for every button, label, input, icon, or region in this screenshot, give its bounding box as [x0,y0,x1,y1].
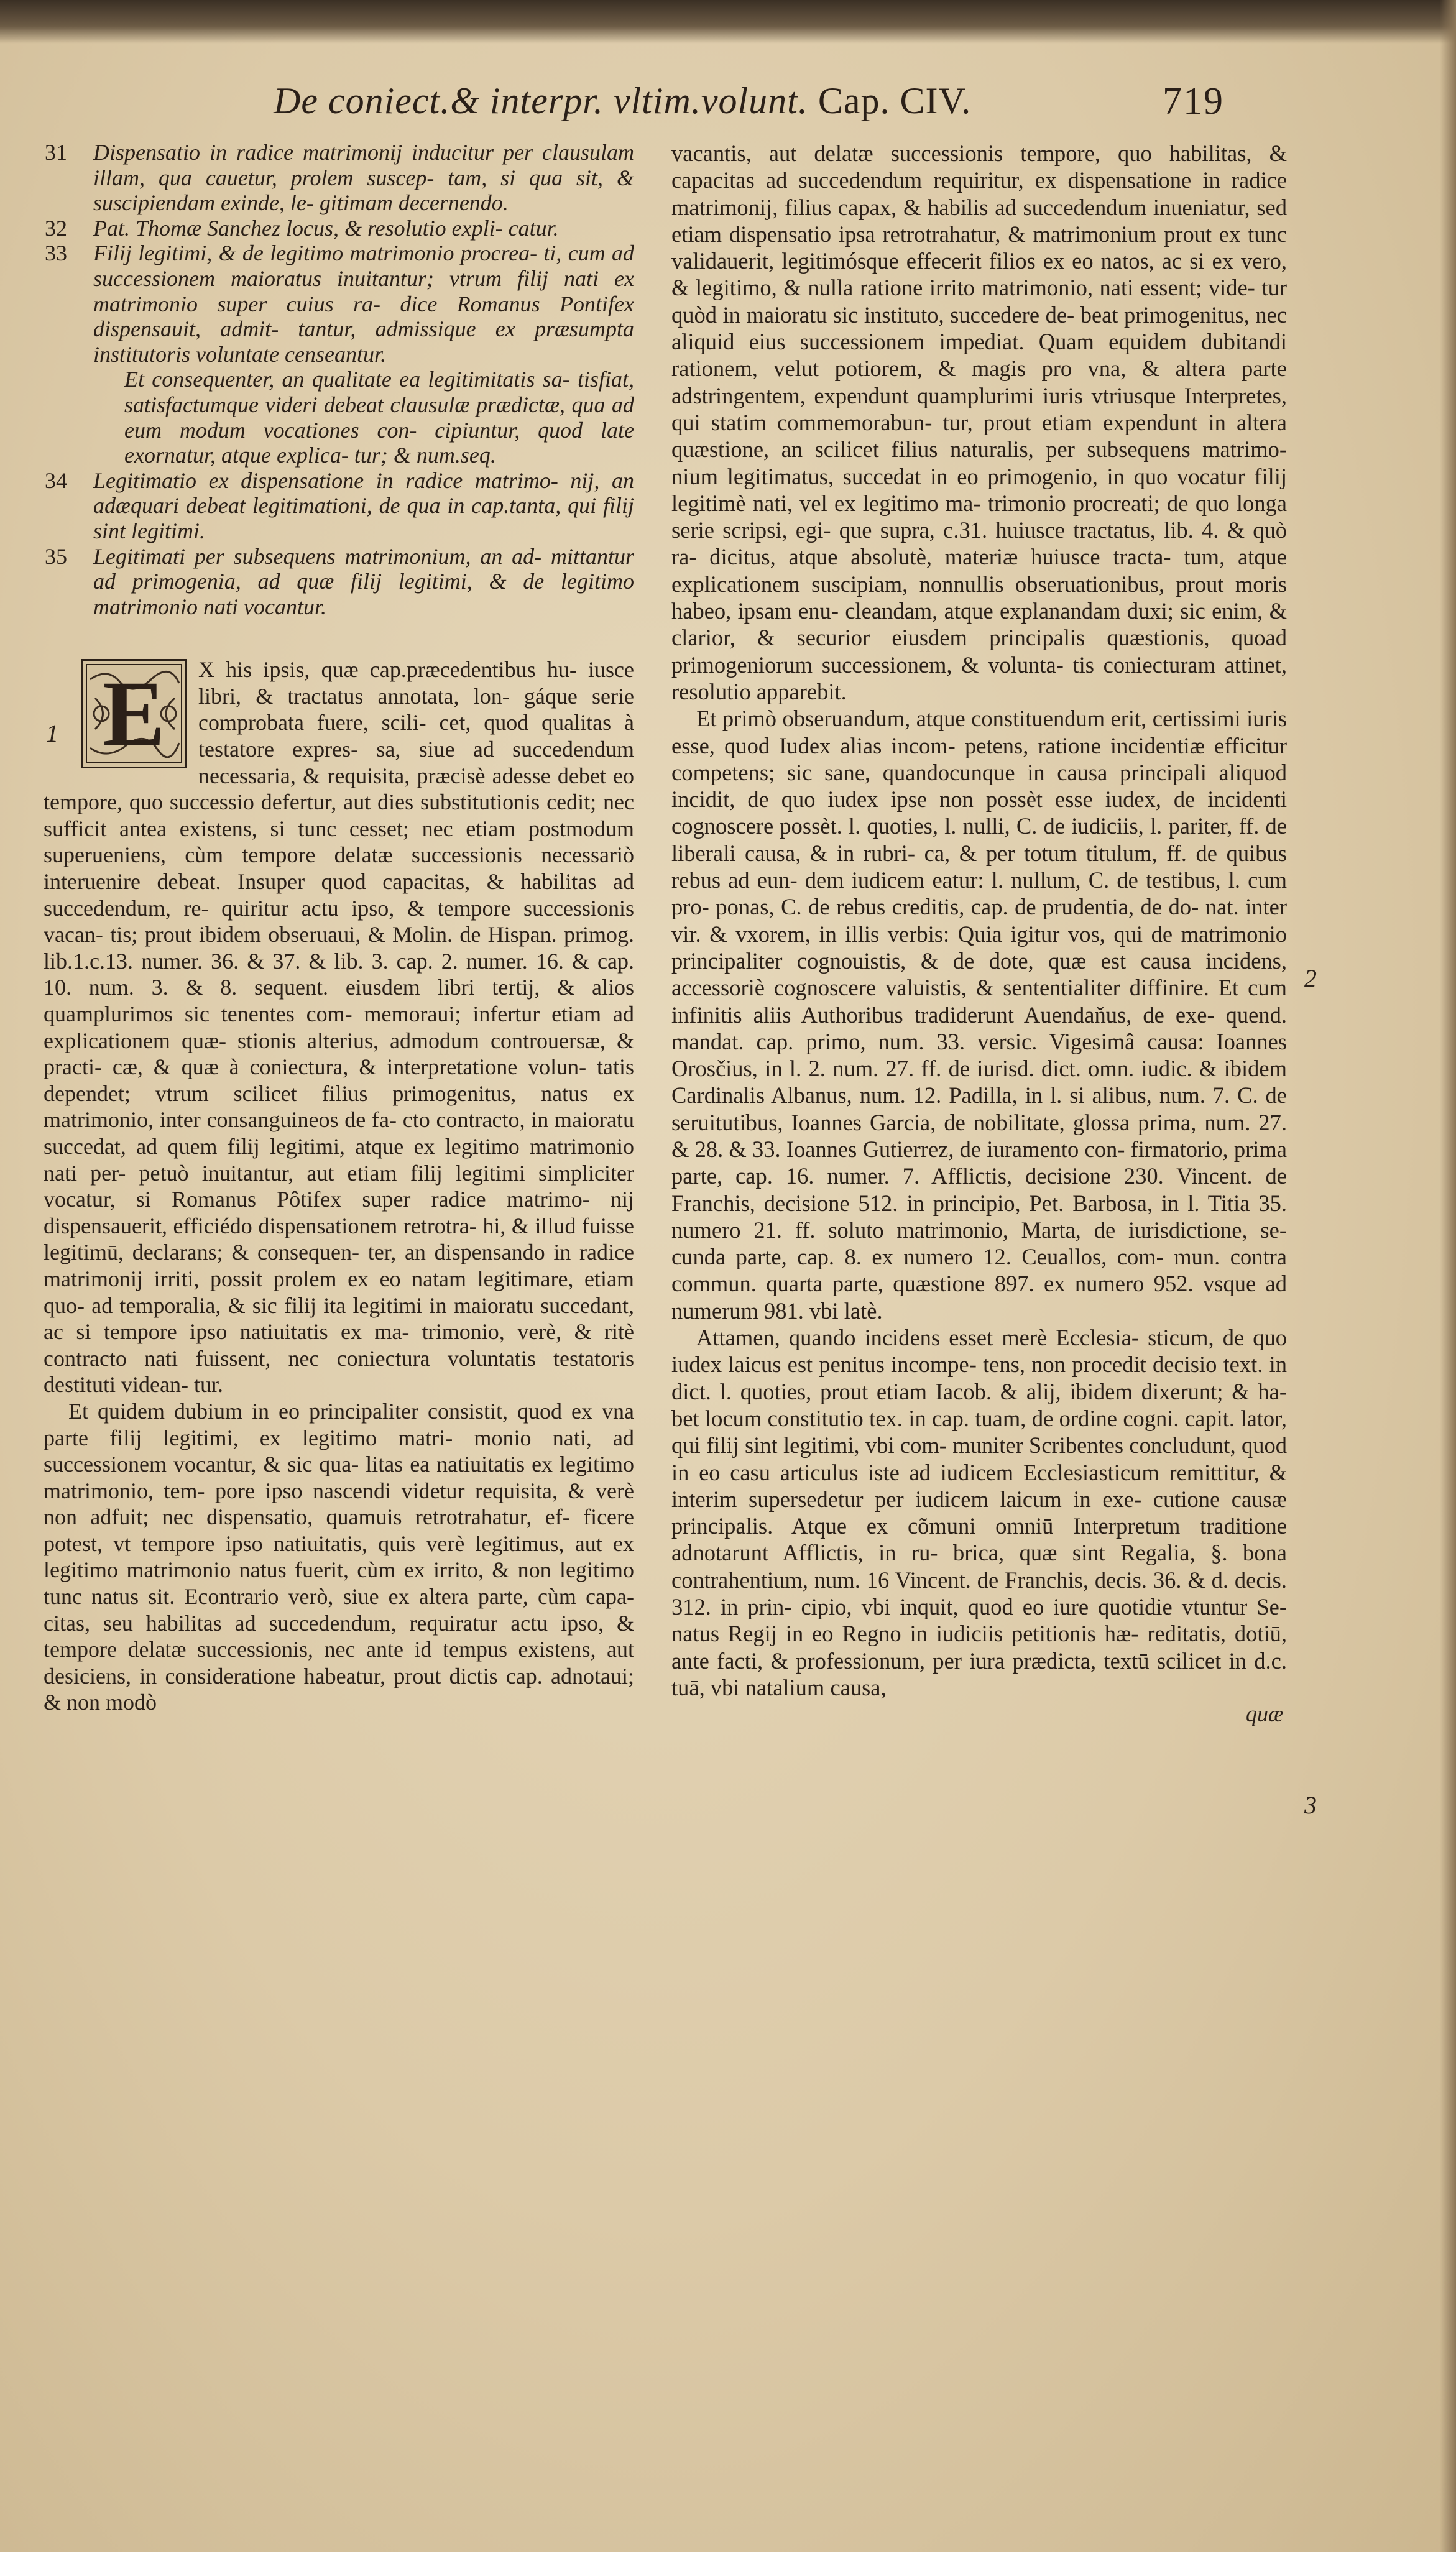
margin-number-3: 3 [1304,1791,1317,1819]
summary-item [44,367,634,468]
section-2 [671,705,1287,1324]
margin-number-2: 2 [1304,964,1317,992]
summary-number: 33 [45,241,67,266]
body-paragraph: Attamen, quando incidens esset merè Ecclesia- sticum, de quo iudex laicus est penitus incompe- tens, non procedit decisio text. in dict. l. quoties, prout etiam Iacob. & alij, ibidem dixerunt; & ha- bet locum constitutio tex. in cap. tuam, de ordine cogni. capit. lator, qui filij sint legitimi, vbi com- muniter Scribentes concludunt, quod in eo casu articulus iste ad iudicem Ecclesiasticum remittitur, & interim supersedetur per iudicem laicum in exe- cutione causæ principalis. Atque ex cõmuni omniū Interpretum traditione adnotarunt Afflictis, in ru- brica, quæ sint Regalia, §. bona contrahentium, num. 16 Vincent. de Franchis, decis. 36. & d. decis. 312. in prin- cipio, vbi inquit, quod eo iure quotidie vtuntur Se- natus Regij in eo Regno in iudiciis petitionis hæ- reditatis, dotiū, ante facti, & professionum, per iura prædicta, textū scilicet in d.c. tuā, vbi natalium causa, [671,1325,1287,1700]
page-number: 719 [1163,80,1224,122]
summary-number: 35 [45,543,67,569]
page-header [274,80,1256,136]
dropcap-letter: E [103,662,165,766]
summary-text: Dispensatio in radice matrimonij inducitur per clausulam illam, qua cauetur, prolem suscep- tam, si qua sit, & suscipiendam exinde, le- gitimam decernendo. [93,140,634,216]
summary-number: 32 [45,215,67,241]
left-column [44,140,634,2515]
decorated-initial [81,659,187,768]
catchword: quæ [1245,1702,1283,1727]
summary-number: 34 [45,468,67,493]
running-head-title: De coniect.& interpr. vltim.volunt. [274,80,808,121]
chapter-label: Cap. CIV. [818,80,972,121]
summary-text: Pat. Thomæ Sanchez locus, & resolutio expli- catur. [93,215,559,241]
summary-item [44,216,634,241]
summary-text: Legitimatio ex dispensatione in radice matrimo- nij, an adæquari debeat legitimationi, de qua in cap.tanta, qui filij sint legitimi. [93,468,634,543]
summary-item [44,140,634,216]
body-paragraph: Et primò obseruandum, atque constituendum erit, certissimi iuris esse, quod Iudex alias incom- petens, ratione incidentiæ efficitur competens; sic sane, quandocunque in causa principali aliquod incidit, de quo iudex ipse non possèt esse iudex, de incidenti cognoscere possèt. l. quoties, l. nulli, C. de iudiciis, l. pariter, ff. de liberali causa, & in rubri- ca, & per totum titulum, ff. de quibus rebus ad eun- dem iudicem eatur: l. nullum, C. de testibus, l. cum pro- ponas, C. de rebus creditis, cap. de prudentia, de do- nat. inter vir. & vxorem, in illis verbis: Quia igitur vos, qui de matrimonio principaliter cognouistis, & de dote, quæ est causa incidens, accessoriè cognoscere valuistis, & sententialiter diffinire. Et cum infinitis aliis Authoribus tradiderunt Auendaňus, de exe- quend. mandat. cap. primo, num. 33. versic. Vigesimâ causa: Ioannes Orosčius, in l. 2. num. 27. ff. de iurisd. dict. omn. iudic. & ibidem Cardinalis Albanus, num. 12. Padilla, in l. si alibus, num. 7. C. de seruitutibus, Ioannes Garcia, de nobilitate, glossa prima, num. 27. & 28. & 33. Ioannes Gutierrez, de iuramento con- firmatorio, prima parte, cap. 16. numer. 7. Afflictis, decisione 230. Vincent. de Franchis, decisione 512. in principio, Pet. Barbosa, in l. Titia 35. numero 21. ff. soluto matrimonio, Marta, de iurisdictione, se- cunda parte, cap. 8. ex numero 12. Ceuallos, com- mun. contra commun. quarta parte, quæstione 897. ex numero 952. vsque ad numerum 981. vbi latè. [671,706,1287,1324]
body-paragraph: vacantis, aut delatæ successionis tempore, quo habilitas, & capacitas ad succedendum requiritur, ex dispensatione in radice matrimonij, filius capax, & habilis ad succedendum inueniatur, sed etiam dispensatio ipsa retrotrahatur, & matrimonium prout ex tunc validauerit, legitimósque effecerit filios ex eo natos, ac si ex vero, & legitimo, & nulla ratione irrito matrimonio, nati essent; vide- tur quòd in maioratu sic instituto, succedere de- beat primogenitus, nec aliquid eius successionem impediat. Quam equidem dubitandi rationem, velut potiorem, & magis pro vna, & altera parte adstringentem, expendunt quamplurimi iuris vtriusque Interpretes, qui statim commemorabun- tur, prout etiam expendunt in altera quæstione, an scilicet filius naturalis, per subsequens matrimo- nium legitimatus, succedat in eo primogenio, in quo vocatur filij legitimè nati, vel ex legitimo ma- trimonio procreati; de quo longa serie scripsi, egi- que supra, c.31. huiusce tractatus, lib. 4. & quò ra- dicitus, atque absolutè, materiæ huiusce tracta- tum, atque explicationem suscipiam, nonnullis obseruationibus, prout moris habeo, ipsam enu- cleandam, atque explanandam duxi; sic enim, & clarior, & securior eiusdem principalis quæstionis, quoad primogeniorum successionem, & volunta- tis coniecturam attinet, resolutio apparebit. [671,140,1287,704]
binding-edge [1440,0,1456,2552]
body-paragraph: X his ipsis, quæ cap.præcedentibus hu- iusce libri, & tractatus annotata, lon- gáque serie comprobata fuere, scili- cet, quod qualitas à testatore expres- sa, siue ad succedendum necessaria, & requisita, præcisè adesse debet eo tempore, quo successio defertur, aut dies substitutionis cedit; nec sufficit antea existens, si tunc cesset; nec etiam postmodum superueniens, cùm tempore delatæ successionis necessariò interuenire debeat. Insuper quod capacitas, & habilitas ad succedendum, re- quiritur actu ipso, & tempore successionis vacan- tis; prout ibidem obseruaui, & Molin. de Hispan. primog. lib.1.c.13. numer. 36. & 37. & lib. 3. cap. 2. numer. 16. & cap. 10. num. 3. & 8. sequent. eiusdem libri tertij, & alios quamplurimos sic tenentes com- memoraui; infertur etiam ad explicationem quæ- stionis alterius, admodum controuersæ, & practi- cæ, & quæ à coniectura, & interpretatione volun- tatis dependet; vtrum scilicet filius primogenitus, natus ex matrimonio, inter consanguineos de fa- cto contracto, in maioratu succedat, ad quem filij legitimi, atque ex legitimo matrimonio nati per- petuò inuitantur, aut etiam filij legitimi simpliciter vocatur, si Romanus Pôtifex super radice matrimo- nij dispensauerit, efficiédo dispensationem retrotra- hi, & illud fuisse legitimū, declarans; & consequen- ter, an dispensando in radice matrimonij irriti, possit prolem ex eo natam legitimare, etiam quo- ad temporalia, & sic filij ita legitimi in maioratu succedant, ac si tempore ipso natiuitatis ex ma- trimonio, verè, & ritè contracto nati fuissent, nec coniectura voluntatis testatoris destituti videan- tur. [44,657,634,1398]
summary-text: Et consequenter, an qualitate ea legitimitatis sa- tisfiat, satisfactumque videri debeat clausulæ prædictæ, qua ad eum modum vocationes con- cipiuntur, quod late exornatur, atque explica- tur; & num.seq. [124,367,634,468]
summary-item [44,468,634,544]
chapter-summary [44,140,634,619]
summary-item [44,544,634,620]
summary-item [44,241,634,367]
right-column [671,140,1287,2515]
body-paragraph: Et quidem dubium in eo principaliter consistit, quod ex vna parte filij legitimi, ex legitimo matri- monio nati, ad successionem vocantur, & sic qua- litas ea natiuitatis ex legitimo matrimonio, tem- pore ipso nascendi videtur requisita, & verè non adfuit; nec dispensatio, quamuis retrotrahatur, ef- ficere potest, vt tempore ipso natiuitatis, quis verè legitimus, aut ex legitimo matrimonio natus fuerit, cùm ex irrito, & non legitimo tunc natus sit. Econtrario verò, siue ex altera parte, cùm capa- citas, seu habilitas ad succedendum, requiratur actu ipso, & tempore delatæ successionis, nec ante id tempus existens, aut desiciens, in consideratione habeatur, prout dictis cap. adnotaui; & non modò [44,1398,634,1715]
page-edge-shadow [0,0,1456,44]
running-head [274,80,971,122]
body-start [44,656,634,1398]
margin-number: 1 [46,719,58,748]
summary-text: Filij legitimi, & de legitimo matrimonio procrea- ti, cum ad successionem maioratus inuitantur; vtrum filij nati ex matrimonio super cuius ra- dice Romanus Pontifex dispensauit, admit- tantur, admissique ex præsumpta institutoris voluntate censeantur. [93,241,634,367]
summary-text: Legitimati per subsequens matrimonium, an ad- mittantur ad primogenia, ad quæ filij legitimi, & de legitimo matrimonio nati vocantur. [93,543,634,619]
summary-number: 31 [45,140,67,165]
